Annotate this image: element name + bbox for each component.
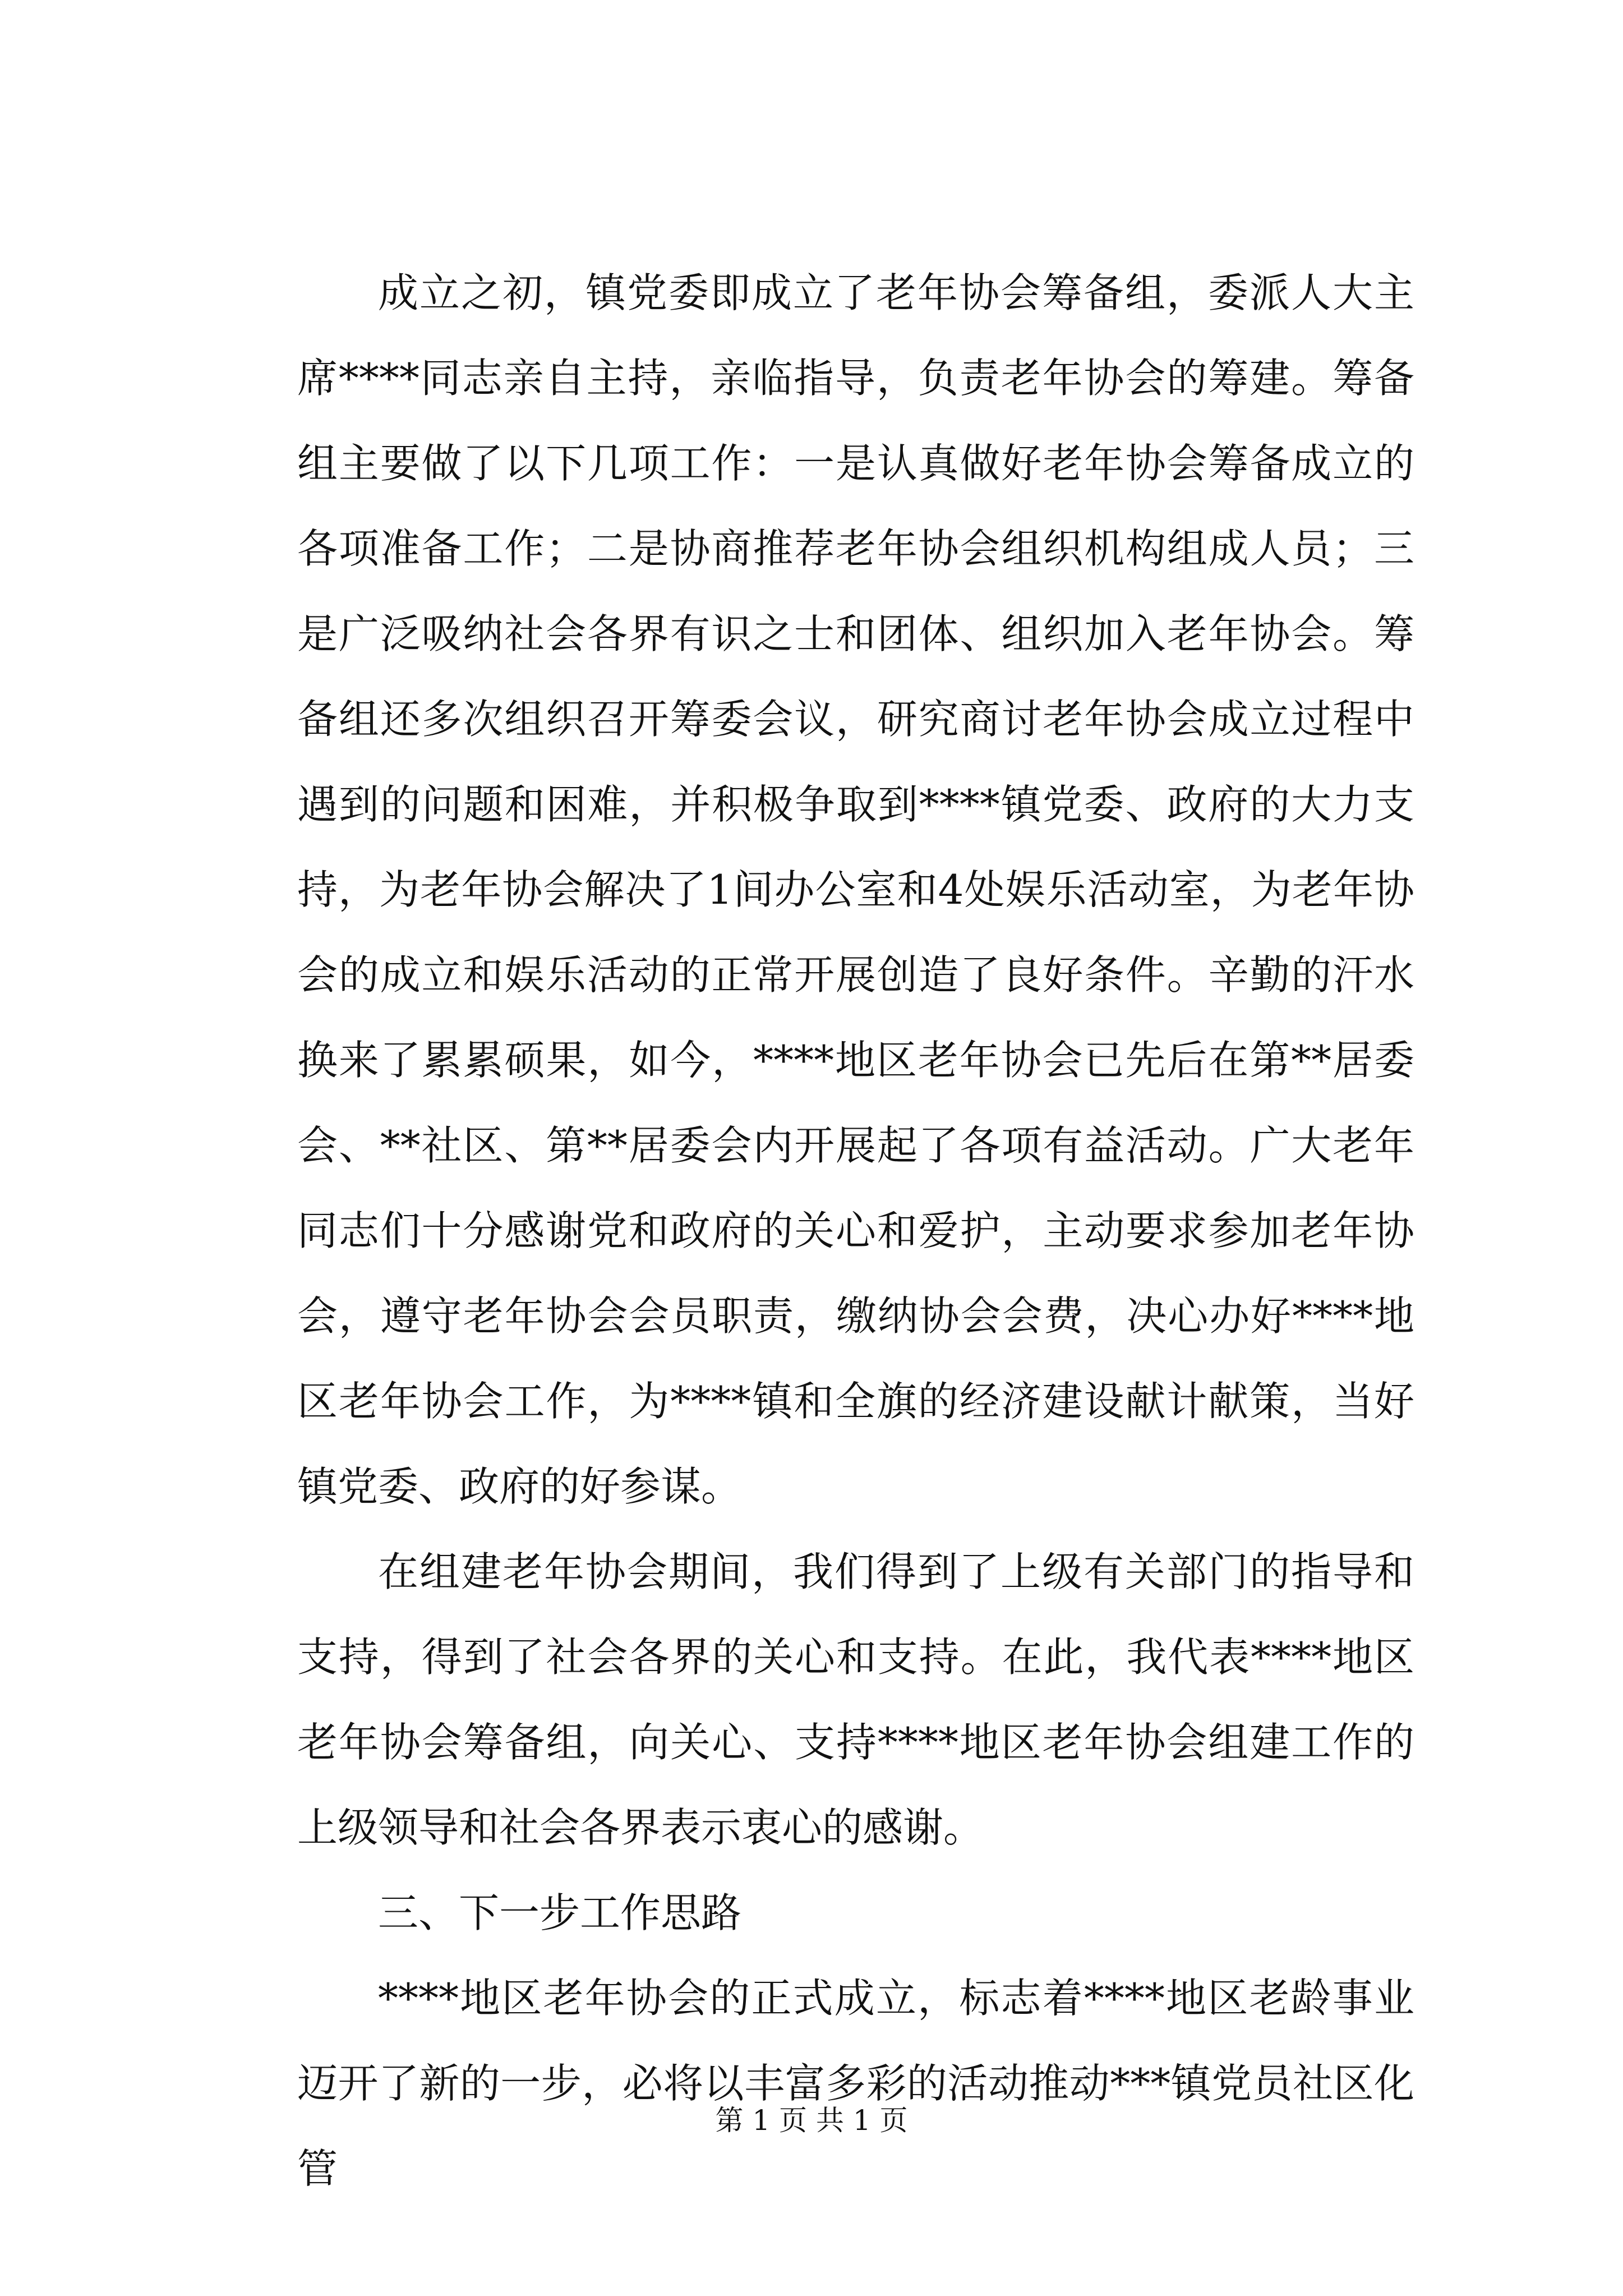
paragraph-thanks: 在组建老年协会期间，我们得到了上级有关部门的指导和支持，得到了社会各界的关心和支持。在此，我代表****地区老年协会筹备组，向关心、支持****地区老年协会组建工作的上级领导和社会各界表示衷心的感谢。 bbox=[297, 1548, 1414, 1851]
section-heading: 三、下一步工作思路 bbox=[378, 1889, 742, 1936]
body-text bbox=[297, 250, 1414, 2211]
paragraph-preparation: 成立之初，镇党委即成立了老年协会筹备组，委派人大主席****同志亲自主持，亲临指导，负责老年协会的筹建。筹备组主要做了以下几项工作：一是认真做好老年协会筹备成立的各项准备工作；二是协商推荐老年协会组织机构组成人员；三是广泛吸纳社会各界有识之士和团体、组织加入老年协会。筹备组还多次组织召开筹委会议，研究商讨老年协会成立过程中遇到的问题和困难，并积极争取到****镇党委、政府的大力支持，为老年协会解决了1间办公室和4处娱乐活动室，为老年协会的成立和娱乐活动的正常开展创造了良好条件。辛勤的汗水换来了累累硕果，如今，****地区老年协会已先后在第**居委会、**社区、第**居委会内开展起了各项有益活动。广大老年同志们十分感谢党和政府的关心和爱护，主动要求参加老年协会，遵守老年协会会员职责，缴纳协会会费，决心办好****地区老年协会工作，为****镇和全旗的经济建设献计献策，当好镇党委、政府的好参谋。 bbox=[297, 269, 1414, 1510]
paragraph-next-steps: ****地区老年协会的正式成立，标志着****地区老龄事业迈开了新的一步，必将以丰富多彩的活动推动***镇党员社区化管 bbox=[297, 1975, 1414, 2192]
page-footer: 第 1 页 共 1 页 bbox=[715, 2104, 908, 2137]
